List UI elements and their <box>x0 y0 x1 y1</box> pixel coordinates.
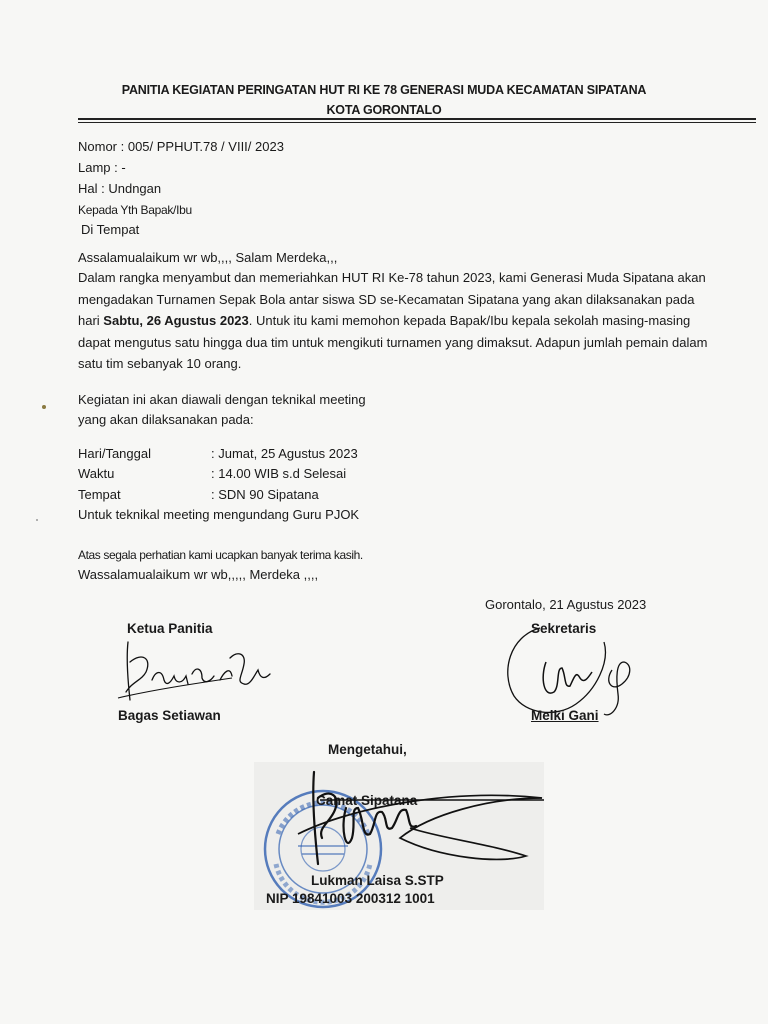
secretary-role: Sekretaris <box>531 621 597 636</box>
chairman-signature <box>112 636 282 706</box>
event-date-highlight: Sabtu, 26 Agustus 2023 <box>103 313 249 328</box>
subject-line: Hal : Undngan <box>78 181 162 196</box>
acknowledgement-label: Mengetahui, <box>328 742 407 757</box>
meeting-intro-line-2: yang akan dilaksanakan pada: <box>78 412 254 427</box>
detail-label-day: Hari/Tanggal <box>78 446 151 461</box>
letterhead-rule-thin <box>78 122 756 123</box>
detail-value-day: : Jumat, 25 Agustus 2023 <box>211 446 358 461</box>
camat-nip: NIP 19841003 200312 1001 <box>266 891 435 906</box>
thanks-line: Atas segala perhatian kami ucapkan banyak terima kasih. <box>78 548 363 562</box>
detail-label-time: Waktu <box>78 466 115 481</box>
chairman-name: Bagas Setiawan <box>118 708 221 723</box>
invitee-line: Untuk teknikal meeting mengundang Guru PJOK <box>78 507 360 522</box>
detail-value-time: : 14.00 WIB s.d Selesai <box>211 466 347 481</box>
closing-line: Wassalamualaikum wr wb,,,,, Merdeka ,,,, <box>78 567 319 582</box>
secretary-name: Melki Gani <box>531 708 599 723</box>
recipient-line: Kepada Yth Bapak/Ibu <box>78 203 192 217</box>
camat-role: Camat Sipatana <box>316 793 418 808</box>
detail-label-place: Tempat <box>78 487 121 502</box>
detail-value-place: : SDN 90 Sipatana <box>211 487 319 502</box>
chairman-role: Ketua Panitia <box>127 621 213 636</box>
main-paragraph-part-1: Dalam rangka menyambut dan memeriahkan HUT RI Ke-78 tahun 2023, kami Generasi Muda Sipatana akan mengadakan Turnamen Sepak Bola antar siswa SD se-Kecamatan Sipatana yang akan dilaksanakan pada hari <box>78 270 706 328</box>
place-date: Gorontalo, 21 Agustus 2023 <box>485 597 647 612</box>
main-paragraph-part-2: . Untuk itu kami memohon kepada Bapak/Ibu kepala sekolah masing-masing dapat mengutus satu hingga dua tim untuk mengikuti turnamen yang dimaksut. Adapun jumlah pemain dalam satu tim sebanyak 10 orang. <box>78 313 708 371</box>
scan-speck <box>42 405 46 409</box>
recipient-place: Di Tempat <box>81 222 140 237</box>
letterhead <box>0 80 768 120</box>
camat-name: Lukman Laisa S.STP <box>311 873 444 888</box>
letterhead-line-2: KOTA GORONTALO <box>326 103 442 117</box>
attachment-line: Lamp : - <box>78 160 126 175</box>
scan-speck <box>36 519 38 521</box>
letter-number: Nomor : 005/ PPHUT.78 / VIII/ 2023 <box>78 139 284 154</box>
letterhead-line-1: PANITIA KEGIATAN PERINGATAN HUT RI KE 78 GENERASI MUDA KECAMATAN SIPATANA <box>121 83 647 97</box>
secretary-signature <box>500 622 660 722</box>
letterhead-rule-thick <box>78 118 756 120</box>
camat-signature <box>290 768 550 878</box>
main-paragraph <box>78 267 718 375</box>
greeting: Assalamualaikum wr wb,,,, Salam Merdeka,,, <box>78 250 338 265</box>
meeting-intro-line-1: Kegiatan ini akan diawali dengan teknikal meeting <box>78 392 366 407</box>
